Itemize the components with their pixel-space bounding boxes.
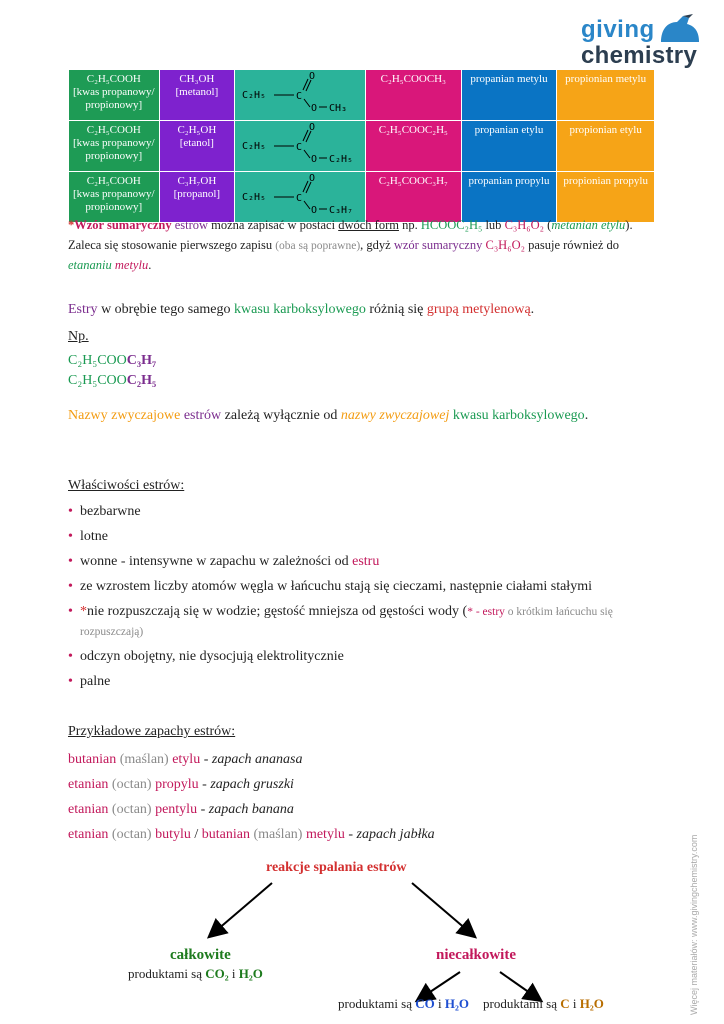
structure-oxygen-single: O bbox=[311, 154, 318, 165]
systematic-name-cell: propanian propylu bbox=[461, 172, 557, 223]
complete-products: produktami są CO₂ i H₂O bbox=[128, 966, 263, 981]
smell-row: etanian (octan) butylu / butanian (maślan) metylu - zapach jabłka bbox=[68, 827, 435, 842]
properties-heading: Właściwości estrów: bbox=[68, 478, 185, 493]
common-name-cell: propionian propylu bbox=[557, 172, 655, 223]
systematic-name-cell: propanian metylu bbox=[461, 70, 557, 121]
complete-label: całkowite bbox=[170, 947, 231, 963]
systematic-name-cell: propanian etylu bbox=[461, 121, 557, 172]
structure-oxygen-single: O bbox=[311, 205, 318, 216]
list-item: • bezbarwne bbox=[68, 504, 141, 519]
structure-carbon: C bbox=[296, 91, 303, 102]
logo-text-chemistry: chemistry bbox=[581, 42, 698, 69]
logo-text-giving: giving bbox=[581, 16, 655, 43]
formula-note: *Wzór sumaryczny estrów można zapisać w postaci dwóch form np. HCOOC₂H₅ lub C₃H₆O₂ (metanian etylu). Zaleca się stosowanie pierwszego zapisu (oba są poprawne), gdyż wzór sumaryczny C₃H₆O₂ pasuje również do etananiu metylu. bbox=[68, 218, 633, 272]
common-name-cell: propionian etylu bbox=[557, 121, 655, 172]
arrow-to-complete bbox=[210, 883, 272, 936]
acid-cell: C₂H₅COOH [kwas propanowy/ propionowy] bbox=[69, 70, 160, 121]
structure-left-group: C₂H₅ bbox=[242, 141, 267, 152]
smell-row: etanian (octan) propylu - zapach gruszki bbox=[68, 777, 294, 792]
structure-oxygen-double: O bbox=[309, 173, 316, 184]
list-item: • *nie rozpuszczają się w wodzie; gęstość mniejsza od gęstości wody (* - estry o krótkim łańcuchu się rozpuszczają) bbox=[68, 604, 613, 638]
arrow-to-incomplete bbox=[412, 883, 474, 936]
common-name-cell: propionian metylu bbox=[557, 70, 655, 121]
ester-formula-cell: C₂H₅COOC₃H₇ bbox=[366, 172, 462, 223]
alcohol-cell: C₂H₅OH [etanol] bbox=[159, 121, 235, 172]
structure-carbon: C bbox=[296, 142, 303, 153]
incomplete-products-co: produktami są CO i H₂O bbox=[338, 996, 470, 1011]
structure-oxygen-single: O bbox=[311, 103, 318, 114]
ester-formula-cell: C₂H₅COOCH₃ bbox=[366, 70, 462, 121]
list-item: • odczyn obojętny, nie dysocjują elektrolitycznie bbox=[68, 649, 344, 664]
structure-oxygen-double: O bbox=[309, 71, 316, 82]
list-item: • palne bbox=[68, 674, 111, 689]
list-item: • lotne bbox=[68, 529, 108, 544]
structure-left-group: C₂H₅ bbox=[242, 192, 267, 203]
list-item: • wonne - intensywne w zapachu w zależności od estru bbox=[68, 554, 380, 569]
structure-oxygen-double: O bbox=[309, 122, 316, 133]
structure-right-group: C₂H₅ bbox=[329, 154, 354, 165]
smell-row: butanian (maślan) etylu - zapach ananasa bbox=[68, 752, 303, 767]
incomplete-products-c: produktami są C i H₂O bbox=[483, 996, 604, 1011]
list-item: • ze wzrostem liczby atomów węgla w łańcuchu stają się cieczami, następnie ciałami stałymi bbox=[68, 579, 592, 594]
common-names-sentence: Nazwy zwyczajowe estrów zależą wyłącznie od nazwy zwyczajowej kwasu karboksylowego. bbox=[68, 408, 589, 423]
example-line-1: C₂H₅COOC₃H₇ bbox=[68, 353, 157, 368]
alcohol-cell: C₃H₇OH [propanol] bbox=[159, 172, 235, 223]
acid-cell: C₂H₅COOH [kwas propanowy/ propionowy] bbox=[69, 121, 160, 172]
diagram-title: reakcje spalania estrów bbox=[266, 860, 407, 875]
watermark: Więcej materiałów: www.givingchemistry.com bbox=[689, 834, 699, 1015]
acid-cell: C₂H₅COOH [kwas propanowy/ propionowy] bbox=[69, 172, 160, 223]
ester-formula-cell: C₂H₅COOC₂H₅ bbox=[366, 121, 462, 172]
example-line-2: C₂H₅COOC₂H₅ bbox=[68, 373, 157, 388]
structure-left-group: C₂H₅ bbox=[242, 90, 267, 101]
example-label: Np. bbox=[68, 329, 89, 344]
structure-right-group: CH₃ bbox=[329, 103, 348, 114]
structure-right-group: C₃H₇ bbox=[329, 205, 354, 216]
incomplete-label: niecałkowite bbox=[436, 947, 516, 963]
esters-methylene-sentence: Estry w obrębie tego samego kwasu karboksylowego różnią się grupą metylenową. bbox=[68, 302, 535, 317]
smell-row: etanian (octan) pentylu - zapach banana bbox=[68, 802, 294, 817]
structure-carbon: C bbox=[296, 193, 303, 204]
alcohol-cell: CH₃OH [metanol] bbox=[159, 70, 235, 121]
smells-heading: Przykładowe zapachy estrów: bbox=[68, 724, 236, 739]
